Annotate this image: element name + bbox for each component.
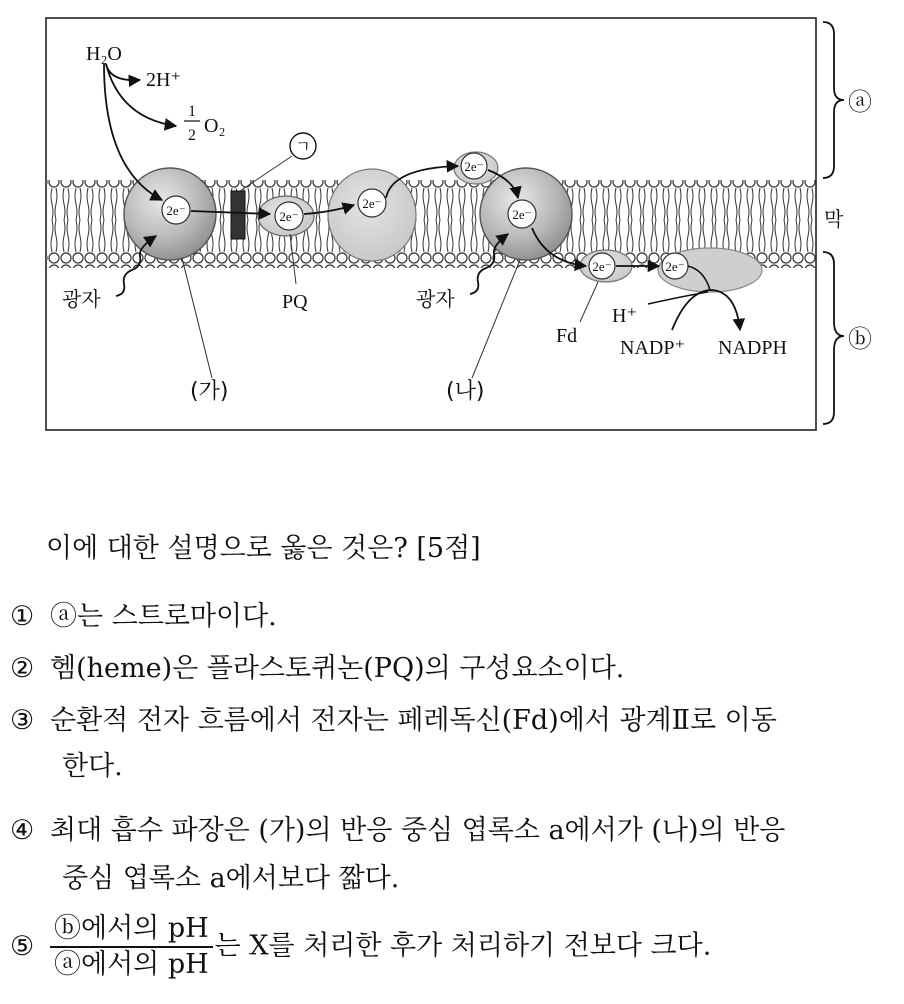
fraction-denominator: ⓐ에서의 pH <box>54 949 209 980</box>
electron-6 <box>589 253 615 279</box>
svg-text:2e⁻: 2e⁻ <box>592 259 612 274</box>
brace-a <box>823 22 844 178</box>
choice-2-number: ② <box>10 653 35 684</box>
label-half-den: 2 <box>188 127 196 144</box>
choice-3[interactable] <box>10 698 777 737</box>
svg-text:ㄱ: ㄱ <box>295 137 311 156</box>
leader-ga <box>182 258 212 378</box>
electron-4 <box>461 153 487 179</box>
label-b-circle: ⓑ <box>848 327 872 353</box>
label-nadp: NADP⁺ <box>620 337 686 359</box>
electron-7 <box>662 253 688 279</box>
label-pq: PQ <box>282 291 308 313</box>
arrow-hplus-merge <box>648 292 708 304</box>
cytochrome-bar <box>231 191 245 239</box>
choice-1-text: ⓐ는 스트로마이다. <box>50 601 277 632</box>
choice-3-number: ③ <box>10 705 35 736</box>
label-fd: Fd <box>556 325 578 347</box>
label-na: (나) <box>446 379 485 404</box>
label-light-2: 광자 <box>416 287 455 311</box>
choice-3-text: 순환적 전자 흐름에서 전자는 페레독신(Fd)에서 광계Ⅱ로 이동 <box>50 705 777 736</box>
choice-2[interactable] <box>10 646 624 685</box>
electron-5 <box>508 200 536 228</box>
svg-text:2e⁻: 2e⁻ <box>279 209 299 224</box>
label-membrane: 막 <box>824 207 844 231</box>
electron-2 <box>275 202 303 230</box>
label-h-plus: H⁺ <box>612 305 637 327</box>
choice-4-number: ④ <box>10 815 35 846</box>
choice-4[interactable] <box>10 808 785 847</box>
svg-text:2e⁻: 2e⁻ <box>362 196 382 211</box>
svg-text:2e⁻: 2e⁻ <box>166 203 186 218</box>
choice-5-number: ⑤ <box>10 930 35 962</box>
svg-text:2e⁻: 2e⁻ <box>512 207 532 222</box>
brace-b <box>823 252 844 424</box>
label-h2o: H₂O <box>86 43 122 65</box>
question-text: 이에 대한 설명으로 옳은 것은? [5점] <box>46 533 481 564</box>
label-giyeok <box>290 133 316 159</box>
label-ga: (가) <box>190 379 229 404</box>
leader-fd <box>580 282 598 322</box>
choice-1-number: ① <box>10 601 35 632</box>
choice-4-continuation: 중심 엽록소 a에서보다 짧다. <box>62 863 400 894</box>
leader-na <box>472 260 520 378</box>
photosynthesis-diagram <box>0 0 904 470</box>
svg-text:2e⁻: 2e⁻ <box>665 259 685 274</box>
choice-2-text: 헴(heme)은 플라스토퀴논(PQ)의 구성요소이다. <box>50 653 625 684</box>
electron-3 <box>358 189 386 217</box>
electron-1 <box>162 196 190 224</box>
label-nadph: NADPH <box>718 337 787 359</box>
label-o2: O₂ <box>204 115 226 137</box>
choice-5[interactable] <box>10 912 711 982</box>
choice-5-text: 는 X를 처리한 후가 처리하기 전보다 크다. <box>214 930 712 962</box>
label-light-1: 광자 <box>62 287 101 311</box>
label-a-circle: ⓐ <box>848 90 872 116</box>
svg-text:2e⁻: 2e⁻ <box>464 159 484 174</box>
choice-4-text: 최대 흡수 파장은 (가)의 반응 중심 엽록소 a에서가 (나)의 반응 <box>50 815 786 846</box>
label-half-num: 1 <box>188 103 196 120</box>
label-2h-plus: 2H⁺ <box>146 69 181 91</box>
ph-ratio-fraction <box>50 912 213 982</box>
choice-1[interactable] <box>10 594 277 633</box>
choice-3-continuation: 한다. <box>62 751 123 782</box>
fraction-numerator: ⓑ에서의 pH <box>50 912 213 948</box>
